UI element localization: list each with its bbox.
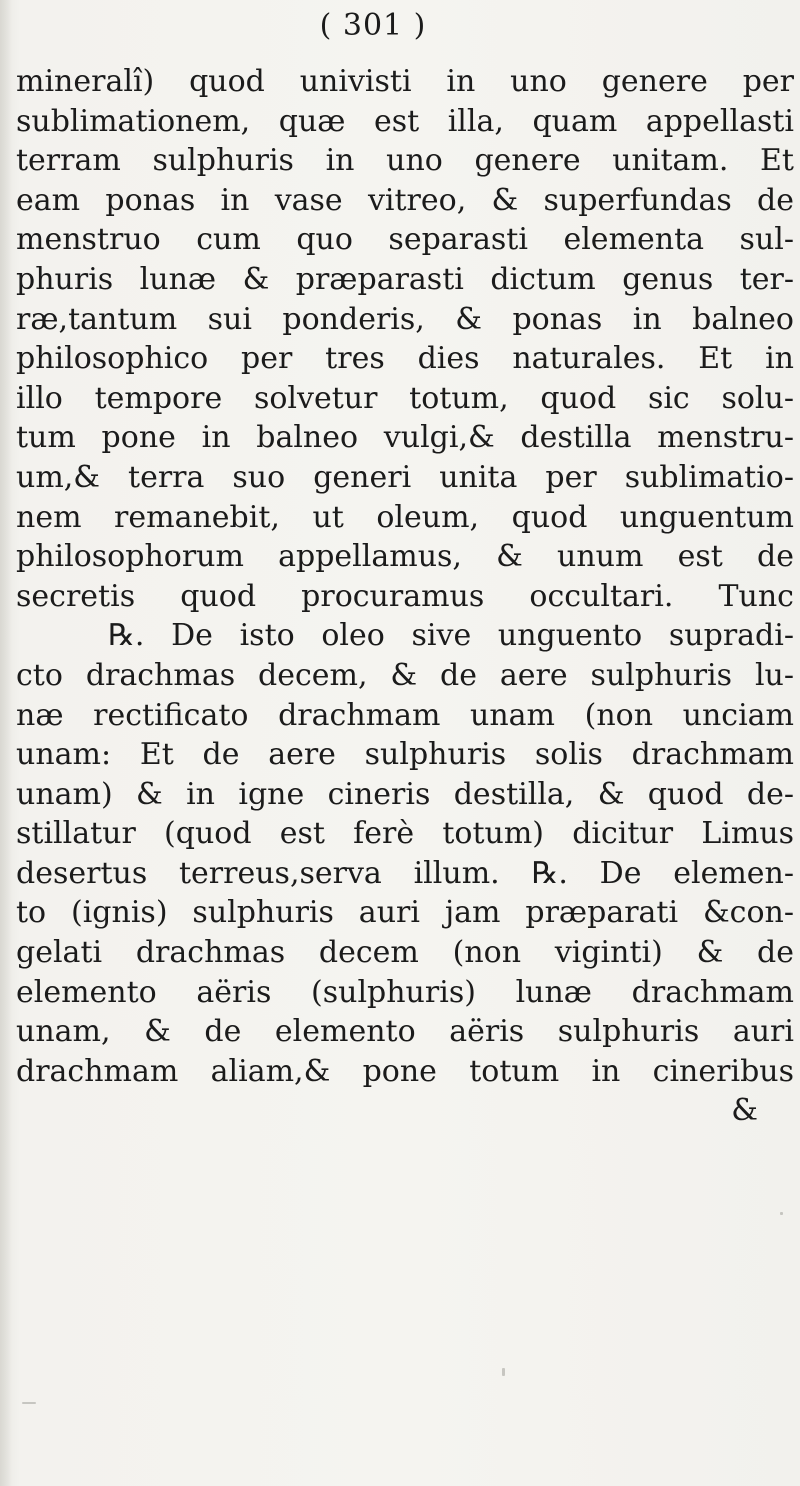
text-line: gelati drachmas decem (non viginti) & de: [16, 935, 794, 971]
text-line: tum pone in balneo vulgi,& destilla menstru-: [16, 420, 794, 456]
text-line: menstruo cum quo separasti elementa sul-: [16, 222, 794, 258]
text-line: to (ignis) sulphuris auri jam præparati &con-: [16, 895, 794, 931]
text-line: terram sulphuris in uno genere unitam. Et: [16, 143, 794, 179]
text-line: cto drachmas decem, & de aere sulphuris lu-: [16, 657, 794, 693]
gutter-shadow: [0, 0, 12, 1486]
text-line: næ rectificato drachmam unam (non unciam: [16, 697, 794, 733]
text-line: ℞. De isto oleo sive unguento supradi-: [108, 618, 794, 654]
text-line: drachmam aliam,& pone totum in cineribus: [16, 1053, 794, 1089]
text-line: philosophorum appellamus, & unum est de: [16, 539, 794, 575]
text-line: um,& terra suo generi unita per sublimatio-: [16, 459, 794, 495]
text-line: secretis quod procuramus occultari. Tunc: [16, 578, 794, 614]
paper-speck: [502, 1368, 505, 1376]
text-line: nem remanebit, ut oleum, quod unguentum: [16, 499, 794, 535]
text-line: elemento aëris (sulphuris) lunæ drachmam: [16, 974, 794, 1010]
text-line: phuris lunæ & præparasti dictum genus ter-: [16, 261, 794, 297]
catchword: &: [731, 1093, 758, 1129]
text-line: unam: Et de aere sulphuris solis drachmam: [16, 737, 794, 773]
text-line: philosophico per tres dies naturales. Et in: [16, 341, 794, 377]
text-line: unam, & de elemento aëris sulphuris auri: [16, 1014, 794, 1050]
text-line: ræ,tantum sui ponderis, & ponas in balneo: [16, 301, 794, 337]
text-line: stillatur (quod est ferè totum) dicitur Limus: [16, 816, 794, 852]
paper-speck: [22, 1402, 36, 1404]
page-text-block: [16, 62, 794, 1131]
text-line: illo tempore solvetur totum, quod sic solu-: [16, 380, 794, 416]
text-line: sublimationem, quæ est illa, quam appellasti: [16, 103, 794, 139]
text-line: desertus terreus,serva illum. ℞. De elemen-: [16, 855, 794, 891]
text-line: mineralî) quod univisti in uno genere per: [16, 64, 794, 99]
page-number: ( 301 ): [319, 8, 427, 43]
paper-speck: [780, 1212, 783, 1215]
text-line: unam) & in igne cineris destilla, & quod de-: [16, 776, 794, 812]
text-line: eam ponas in vase vitreo, & superfundas de: [16, 182, 794, 218]
